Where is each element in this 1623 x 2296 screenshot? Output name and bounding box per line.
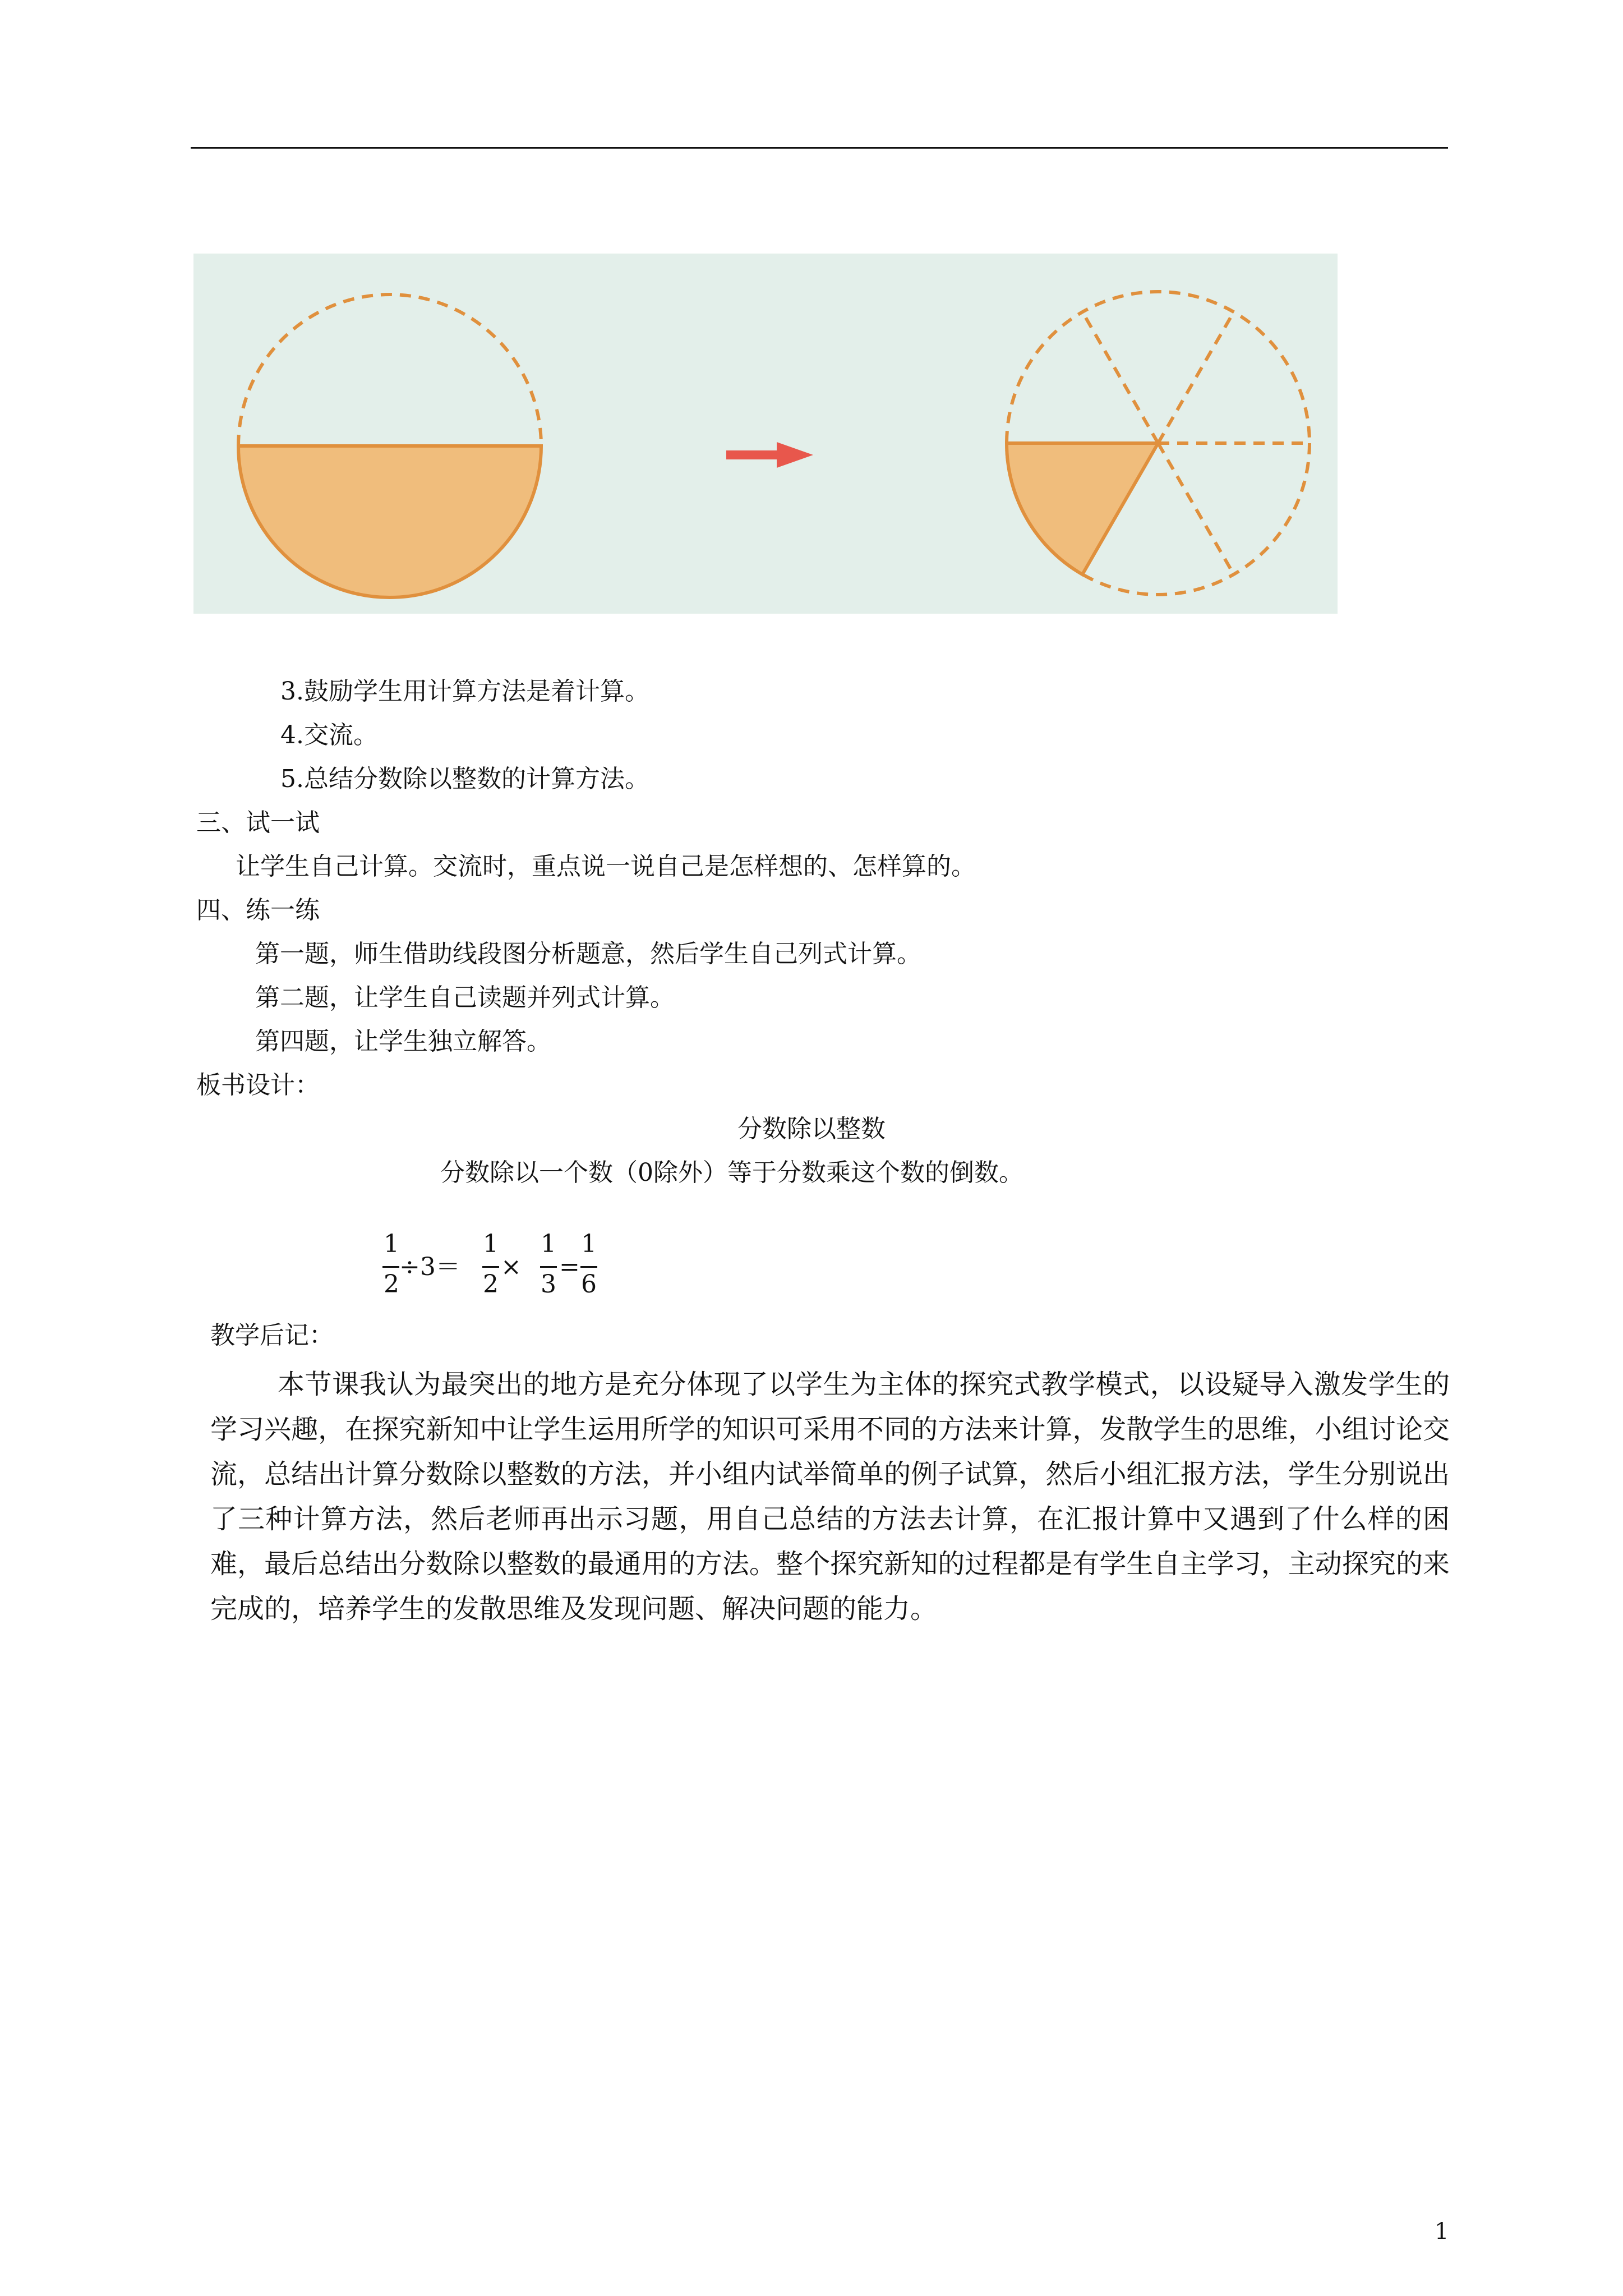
fraction-2-bar [482,1266,499,1268]
header-rule [191,147,1448,149]
board-title: 分数除以整数 [737,1115,886,1143]
section-heading-practice: 四、练一练 [196,896,320,924]
reflection-paragraph: 本节课我认为最突出的地方是充分体现了以学生为主体的探究式教学模式，以设疑导入激发学生的学习兴趣，在探究新知中让学生运用所学的知识可采用不同的方法来计算，发散学生的思维，小组讨论交流，总结出计算分数除以整数的方法，并小组内试举简单的例子试算，然后小组汇报方法，学生分别说出了三种计算方法，然后老师再出示习题，用自己总结的方法去计算，在汇报计算中又遇到了什么样的困难，最后总结出分数除以整数的最通用的方法。整个探究新知的过程都是有学生自主学习，主动探究的来完成的，培养学生的发散思维及发现问题、解决问题的能力。 [210,1369,1450,1625]
fraction-1-numerator: 1 [384,1230,399,1258]
fraction-circle-figure [193,254,1338,614]
equals-sign: = [559,1253,580,1281]
fraction-4-denominator: 6 [581,1270,597,1299]
board-rule: 分数除以一个数（0除外）等于分数乘这个数的倒数。 [440,1158,1023,1187]
practice-item-1: 第一题，师生借助线段图分析题意，然后学生自己列式计算。 [255,940,921,968]
fraction-3-numerator: 1 [541,1230,556,1258]
reflection-heading: 教学后记： [210,1321,334,1350]
step-5: 5.总结分数除以整数的计算方法。 [280,765,649,793]
divide-by-three: ÷3＝ [399,1253,460,1281]
fraction-1-bar [382,1266,399,1268]
step-4: 4.交流。 [280,721,378,749]
practice-item-4: 第四题，让学生独立解答。 [255,1027,551,1056]
board-heading: 板书设计： [196,1071,320,1099]
step-3: 3.鼓励学生用计算方法是着计算。 [280,677,649,706]
practice-item-2: 第二题，让学生自己读题并列式计算。 [255,983,675,1012]
fraction-4-bar [580,1266,597,1268]
page-number: 1 [1435,2219,1449,2244]
fraction-2-denominator: 2 [483,1270,499,1299]
fraction-3-denominator: 3 [541,1270,556,1299]
fraction-2-numerator: 1 [483,1230,499,1258]
section-try-text: 让学生自己计算。交流时，重点说一说自己是怎样想的、怎样算的。 [236,852,976,881]
fraction-1-denominator: 2 [384,1270,399,1299]
times-sign: × [501,1253,522,1281]
fraction-3-bar [540,1266,557,1268]
section-heading-try: 三、试一试 [196,808,320,837]
fraction-4-numerator: 1 [581,1230,597,1258]
